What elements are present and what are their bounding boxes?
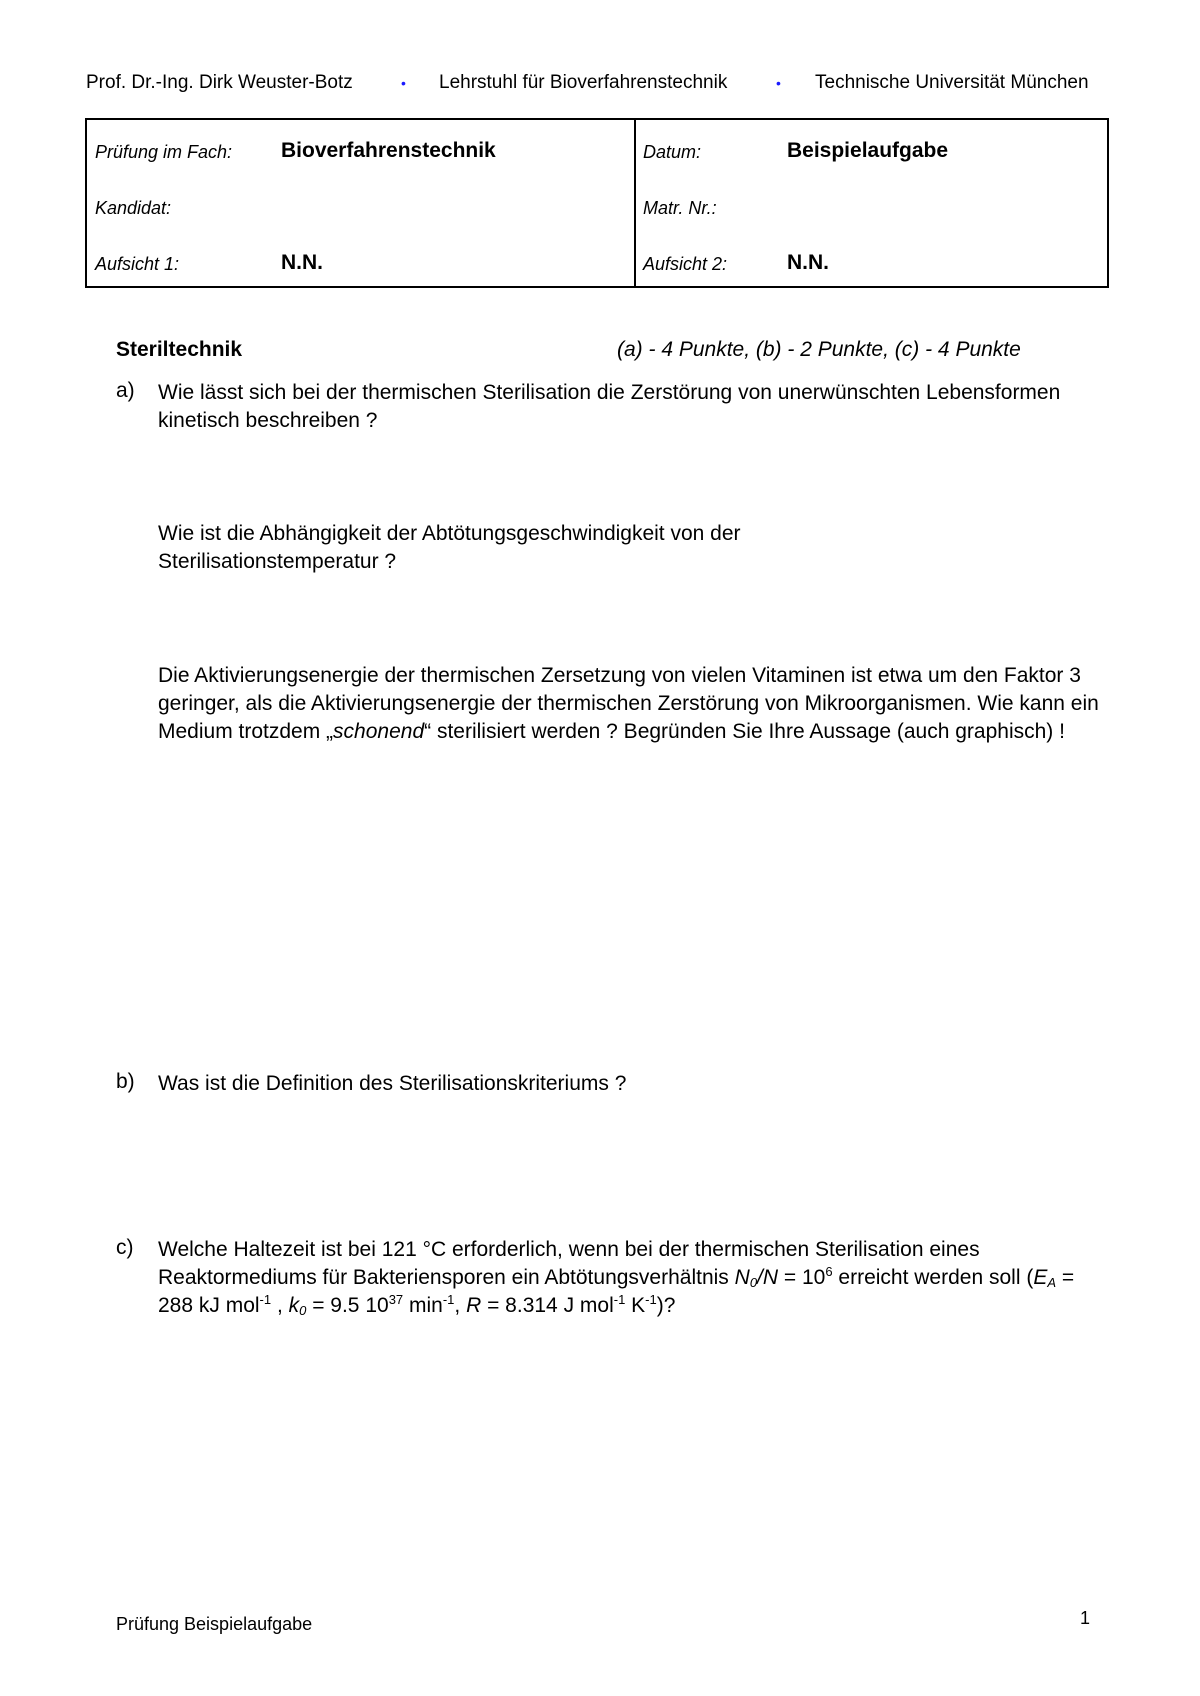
question-a-text-2: Wie ist die Abhängigkeit der Abtötungsgeschwindigkeit von der Sterilisationstemperatur ? — [158, 522, 741, 573]
superscript-minus1-a: -1 — [259, 1292, 272, 1307]
info-box-divider — [634, 120, 636, 286]
superscript-6: 6 — [825, 1264, 833, 1279]
date-value: Beispielaufgabe — [787, 139, 949, 162]
page-number: 1 — [1080, 1608, 1091, 1628]
question-a-text-3 — [158, 662, 1108, 746]
unit-min: min — [403, 1294, 443, 1317]
question-a-text-3-part-2: “ sterilisiert werden ? Begründen Sie Ihre Aussage (auch graphisch) ! — [424, 720, 1065, 743]
symbol-e: E — [1033, 1266, 1048, 1289]
section-points: (a) - 4 Punkte, (b) - 2 Punkte, (c) - 4 Punkte — [617, 338, 1021, 361]
date-label: Datum: — [643, 142, 702, 162]
subscript-a: A — [1047, 1275, 1057, 1290]
candidate-label: Kandidat: — [95, 198, 172, 218]
separator-2: , — [454, 1294, 467, 1317]
unit-k: K — [625, 1294, 646, 1317]
supervisor1-label: Aufsicht 1: — [95, 254, 180, 274]
header-bullet-1: • — [401, 75, 406, 91]
question-c-letter: c) — [116, 1236, 134, 1259]
header-university: Technische Universität München — [815, 72, 1089, 93]
value-r: = 8.314 J mol — [481, 1294, 614, 1317]
superscript-minus1-d: -1 — [645, 1292, 657, 1307]
superscript-minus1-c: -1 — [613, 1292, 626, 1307]
supervisor2-value: N.N. — [787, 251, 829, 274]
symbol-n: N — [734, 1266, 750, 1289]
question-c-part-1: Welche Haltezeit ist bei 121 °C erforderlich, wenn bei der thermischen Sterilisation eines Reaktormediums für Bakteriensporen ein Abtötungsverhältnis — [158, 1238, 980, 1289]
header-author: Prof. Dr.-Ing. Dirk Weuster-Botz — [86, 72, 353, 93]
superscript-37: 37 — [388, 1292, 404, 1307]
question-a-text-1: Wie lässt sich bei der thermischen Sterilisation die Zerstörung von unerwünschten Lebensformen kinetisch beschreiben ? — [158, 381, 1061, 432]
supervisor1-value: N.N. — [281, 251, 323, 274]
question-c-part-2: erreicht werden soll ( — [832, 1266, 1034, 1289]
question-b-text: Was ist die Definition des Sterilisationskriteriums ? — [158, 1072, 627, 1095]
question-a-text-3-italic: schonend — [333, 720, 425, 743]
separator-1: , — [271, 1294, 289, 1317]
value-10: = 10 — [778, 1266, 826, 1289]
superscript-minus1-b: -1 — [442, 1292, 455, 1307]
value-k0: = 9.5 10 — [306, 1294, 389, 1317]
subject-value: Bioverfahrenstechnik — [281, 139, 496, 162]
subject-label: Prüfung im Fach: — [95, 142, 233, 162]
section-title: Steriltechnik — [116, 338, 243, 361]
header-chair: Lehrstuhl für Bioverfahrenstechnik — [439, 72, 728, 93]
subscript-k0: 0 — [299, 1303, 307, 1318]
page-header — [86, 72, 1116, 98]
footer-title: Prüfung Beispielaufgabe — [116, 1614, 313, 1634]
question-b-letter: b) — [116, 1070, 135, 1093]
closing-paren: )? — [656, 1294, 676, 1317]
exam-info-box — [85, 118, 1109, 288]
symbol-r: R — [466, 1294, 482, 1317]
header-bullet-2: • — [776, 75, 781, 91]
question-a-letter: a) — [116, 379, 135, 402]
symbol-k: k — [288, 1294, 300, 1317]
subscript-0: 0 — [749, 1275, 758, 1290]
question-a-text-3-part-1: Die Aktivierungsenergie der thermischen Zersetzung von vielen Vitaminen ist etwa um den Faktor 3 geringer, als die Aktivierungsenergie der thermischen Zerstörung von Mikroorganismen. Wie kann ein Medium trotzdem „ — [158, 664, 1099, 743]
supervisor2-label: Aufsicht 2: — [643, 254, 728, 274]
question-c-text — [158, 1236, 1108, 1320]
matr-label: Matr. Nr.: — [643, 198, 717, 218]
value-ea: = 288 kJ mol — [158, 1266, 1075, 1317]
symbol-slash-n: /N — [757, 1266, 779, 1289]
